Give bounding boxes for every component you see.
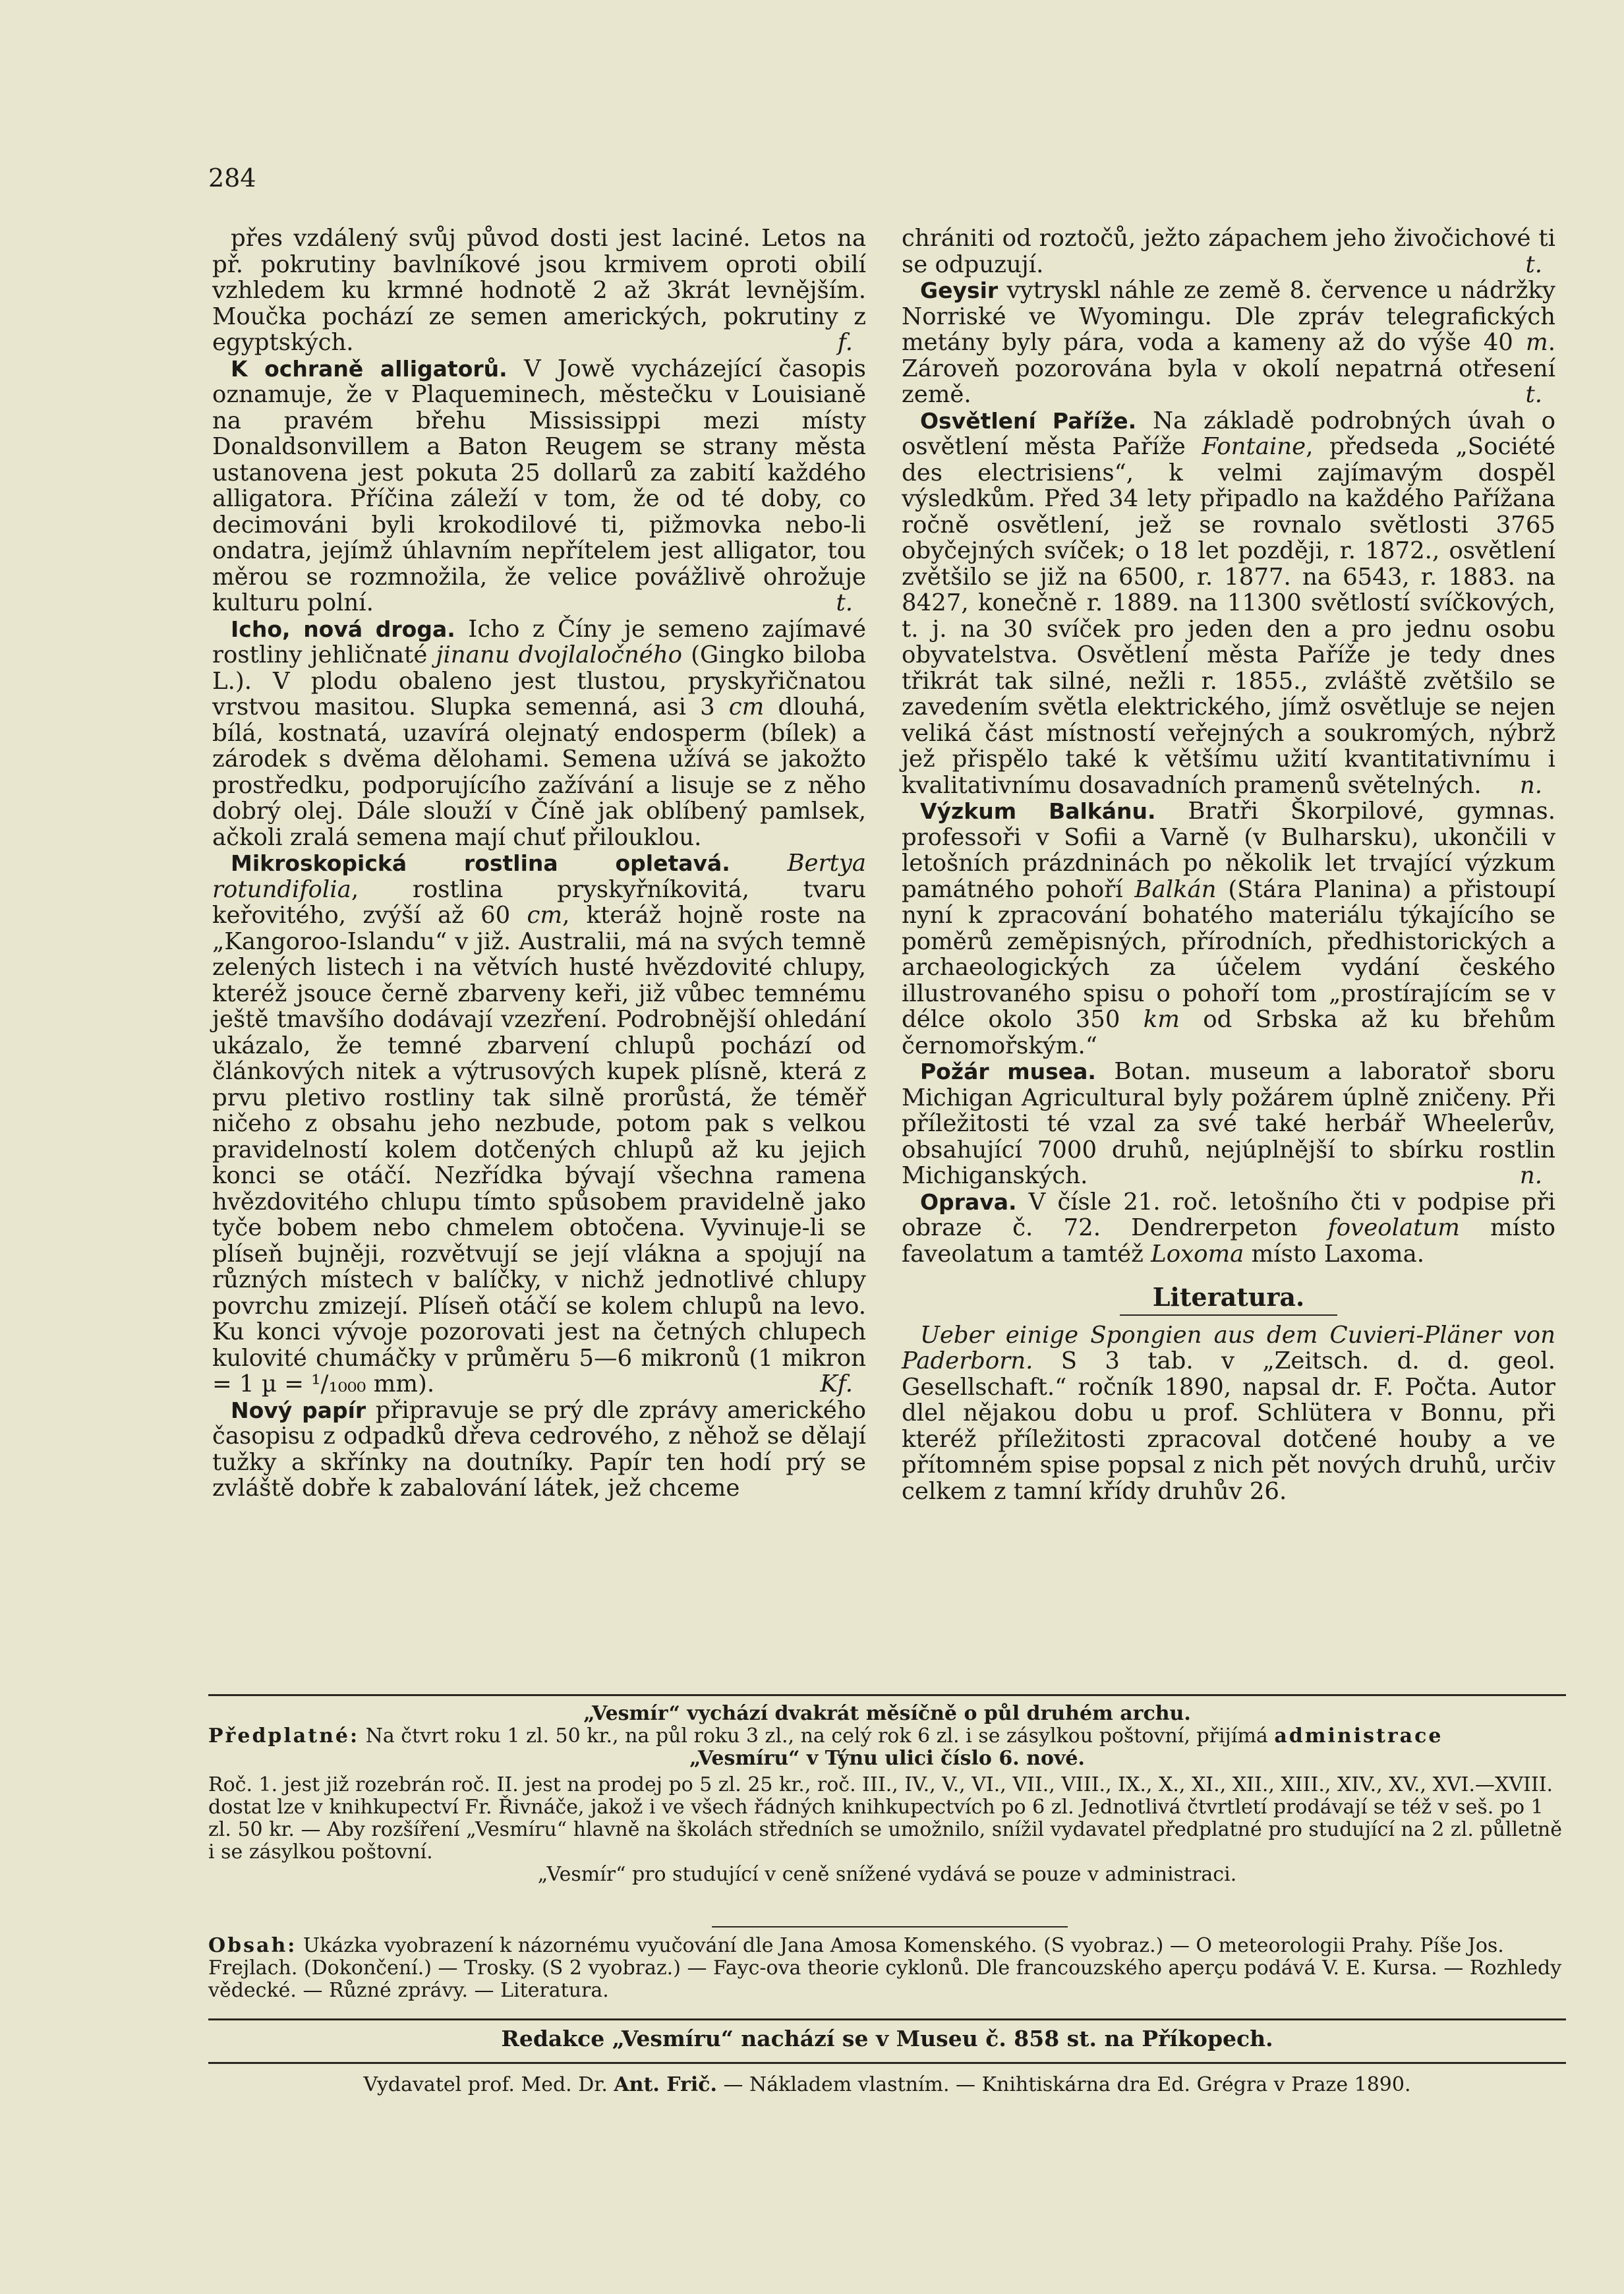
- article-cottonseed-end: přes vzdálený svůj původ dosti jest laciné. Letos na př. pokrutiny bavlníkové jsou krmivem oproti obilí vzhledem ku krmné hodnotě 2 až 3krát levnějším. Moučka pochází ze semen amerických, pokrutiny z egyptských. f.: [212, 225, 866, 356]
- editorial-address: Redakce „Vesmíru“ nachází se v Museu č. 858 st. na Příkopech.: [501, 2026, 1273, 2051]
- article-icho: Icho, nová droga. Icho z Číny je semeno zajímavé rostliny jehličnaté jinanu dvojlaločného (Gingko biloba L.). V plodu obaleno jest tlustou, pryskyřičnatou vrstvou masitou. Slupka semenná, asi 3 cm dlouhá, bílá, kostnatá, uzavírá olejnatý endosperm (bílek) a zárodek s dvěma dělohami. Semena užívá se jakožto prostředku, podporujícího zažívání a lisuje se z něho dobrý olej. Dále slouží v Číně jak oblíbený pamlsek, ačkoli zralá semena mají chuť přilouklou.: [212, 615, 866, 851]
- administration-address: „Vesmíru“ v Týnu ulici číslo 6. nové.: [689, 1747, 1085, 1770]
- article-heading: Požár musea.: [920, 1059, 1096, 1084]
- subscription-prices: Předplatné: Na čtvrt roku 1 zl. 50 kr., na půl roku 3 zl., na celý rok 6 zl. i se zásylkou poštovní, přijímá administrace: [208, 1724, 1443, 1748]
- divider: [208, 1694, 1566, 1696]
- article-microscopic-plant: Mikroskopická rostlina opletavá. Bertya rotundifolia, rostlina pryskyřníkovitá, tvaru keřovitého, zvýší až 60 cm, kteráž hojně roste na „Kangoroo-Islandu“ v již. Australii, má na svých temně zelených listech i na větvích husté hvězdovité chlupy, kteréž jsouce černě zbarveny keři, již vůbec temnému ještě tmavšího dodávají vzezření. Podrobnější ohledání ukázalo, že temné zbarvení chlupů pochází od článkových nitek a výtrusových kupek plísně, která z prvu pletivo rostliny tak silně prorůstá, že téměř ničeho z obsahu jeho nezbude, potom pak s velkou pravidelností kolem dotčených chlupů až ku jejich konci se otáčí. Nezřídka bývají všechna ramena hvězdovitého chlupu tímto spůsobem pravidelně jako tyče bobem nebo chmelem obtočena. Vyvinuje-li se plíseň bujněji, rozvětvují se její vlákna a spojují na různých místech v balíčky, v nichž jednotlivé chlupy povrchu zmizejí. Plíseň otáčí se kolem chlupů na levo. Ku konci vývoje pozorovati jest na četných chlupech kulovité chumáčky v průměru 5—6 mikronů (1 mikron = 1 µ = ¹/₁₀₀₀ mm). Kf.: [212, 850, 866, 1397]
- right-column: [902, 225, 1555, 1504]
- article-new-paper: Nový papír připravuje se prý dle zprávy amerického časopisu z odpadků dřeva cedrového, z něhož se dělají tužky a skřínky na doutníky. Papír ten hodí prý se zvláště dobře k zabalování látek, jež chceme: [212, 1396, 866, 1502]
- article-heading: Geysir: [920, 278, 999, 303]
- article-correction: Oprava. V čísle 21. roč. letošního čti v podpise při obraze č. 72. Dendrerpeton foveolatum místo faveolatum a tamtéž Loxoma místo Laxoma.: [902, 1188, 1555, 1268]
- divider: [208, 2018, 1566, 2020]
- students-note: „Vesmír“ pro studující v ceně snížené vydává se pouze v administraci.: [537, 1863, 1237, 1886]
- article-heading: Oprava.: [920, 1189, 1017, 1215]
- publisher-line: Vydavatel prof. Med. Dr. Ant. Frič. — Nákladem vlastním. — Knihtiskárna dra Ed. Grégra v Praze 1890.: [363, 2073, 1411, 2096]
- article-heading: Osvětlení Paříže.: [920, 407, 1137, 434]
- contents-list: Obsah: Ukázka vyobrazení k názornému vyučování dle Jana Amosa Komenského. (S vyobraz.) — O meteorologii Prahy. Píše Jos. Frejlach. (Dokončení.) — Trosky. (S 2 vyobraz.) — Fayc-ova theorie cyklonů. Dle francouzského aperçu podává V. E. Kursa. — Rozhledy vědecké. — Různé zprávy. — Literatura.: [208, 1934, 1562, 2002]
- literature-heading: Literatura.: [1152, 1282, 1305, 1312]
- divider: [712, 1926, 1068, 1927]
- article-paris-lighting: Osvětlení Paříže. Na základě podrobných úvah o osvětlení města Paříže Fontaine, předseda „Société des electrisiens“, k velmi zajímavým dospěl výsledkům. Před 34 lety připadlo na každého Pařížana ročně osvětlení, jež se rovnalo světlosti 3765 obyčejných svíček; o 18 let později, r. 1872., osvětlení zvětšilo se již na 6500, r. 1877. na 6543, r. 1883. na 8427, konečně r. 1889. na 11300 světlostí svíčkových, t. j. na 30 svíček pro jeden den a pro jednu osobu obyvatelstva. Osvětlení města Paříže je tedy dnes třikrát tak silné, nežli r. 1855., zvláště zvětšilo se zavedením světla elektrického, jímž osvětluje se nejen veliká část místností veřejných a soukromých, nýbrž jež přispělo také k většímu užití kvantitativnímu i kvalitativnímu dosavadních pramenů světelných. n.: [902, 407, 1555, 799]
- article-heading: Icho, nová droga.: [231, 616, 455, 642]
- literature-entry: Ueber einige Spongien aus dem Cuvieri-Pläner von Paderborn. S 3 tab. v „Zeitsch. d. d. geol. Gesellschaft.“ ročník 1890, napsal dr. F. Počta. Autor dlel nějakou dobu u prof. Schlütera v Bonnu, při kteréž příležitosti zpracoval dotčené houby a ve přítomném spise popsal z nich pět nových druhů, určiv celkem z tamní křídy druhův 26.: [902, 1321, 1555, 1505]
- article-geysir: Geysir vytryskl náhle ze země 8. července u nádržky Norriské ve Wyomingu. Dle zpráv telegrafických metány byly pára, voda a kameny až do výše 40 m. Zároveň pozorována byla v okolí nepatrná otřesení země. t.: [902, 277, 1555, 408]
- article-heading: Výzkum Balkánu.: [920, 798, 1156, 824]
- subscription-info: [208, 1703, 1566, 1886]
- divider: [208, 2062, 1566, 2064]
- page-number: 284: [208, 163, 256, 192]
- article-balkan: Výzkum Balkánu. Bratři Škorpilové, gymnas. professoři v Sofii a Varně (v Bulharsku), ukončili v letošních prázdninách po několik let trvající výzkum památného pohoří Balkán (Stára Planina) a přistoupí nyní k zpracování bohatého materiálu týkajícího se poměrů zeměpisných, přírodních, předhistorických a archaeologických za účelem vydání českého illustrovaného spisu o pohoří tom „prostírajícím se v délce okolo 350 km od Srbska až ku břehům černomořským.“: [902, 798, 1556, 1059]
- publication-frequency: „Vesmír“ vychází dvakrát měsíčně o půl druhém archu.: [583, 1702, 1191, 1725]
- left-column: [212, 225, 866, 1502]
- article-heading: K ochraně alligatorů.: [231, 355, 508, 382]
- article-alligators: K ochraně alligatorů. V Jowě vycházející časopis oznamuje, že v Plaqueminech, městečku v Louisianě na pravém břehu Mississippi mezi místy Donaldsonvillem a Baton Reugem se strany města ustanovena jest pokuta 25 dollarů za zabití každého alligatora. Příčina záleží v tom, že od té doby, co decimováni byli krokodilové ti, pižmovka nebo-li ondatra, jejímž úhlavním nepřítelem jest alligator, tou měrou se rozmnožila, že velice povážlivě ohrožuje kulturu polní. t.: [212, 355, 866, 616]
- article-heading: Nový papír: [231, 1397, 366, 1423]
- divider: [1120, 1314, 1337, 1316]
- article-museum-fire: Požár musea. Botan. museum a laboratoř sboru Michigan Agricultural byly požárem úplně zničeny. Při příležitosti té vzal za své také herbář Wheelerův, obsahující 7000 druhů, nejúplnější to sbírku rostlin Michiganských. n.: [902, 1058, 1555, 1189]
- article-heading: Mikroskopická rostlina opletavá.: [231, 850, 730, 876]
- article-new-paper-end: chrániti od roztočů, ježto zápachem jeho živočichové ti se odpuzují. t.: [902, 225, 1555, 278]
- back-issues-note: Roč. 1. jest již rozebrán roč. II. jest na prodej po 5 zl. 25 kr., roč. III., IV., V., VI., VII., VIII., IX., X., XI., XII., XIII., XIV., XV., XVI.—XVIII. dostat lze v knihkupectví Fr. Řivnáče, jakož i ve všech řádných knihkupectvích po 6 zl. Jednotlivá čtvrtletí prodávají se též v seš. po 1 zl. 50 kr. — Aby rozšíření „Vesmíru“ hlavně na školách středních se umožnilo, snížil vydavatel předplatné pro studující na 2 zl. půlletně i se zásylkou poštovní.: [208, 1773, 1562, 1864]
- contents-block: [208, 1935, 1566, 2002]
